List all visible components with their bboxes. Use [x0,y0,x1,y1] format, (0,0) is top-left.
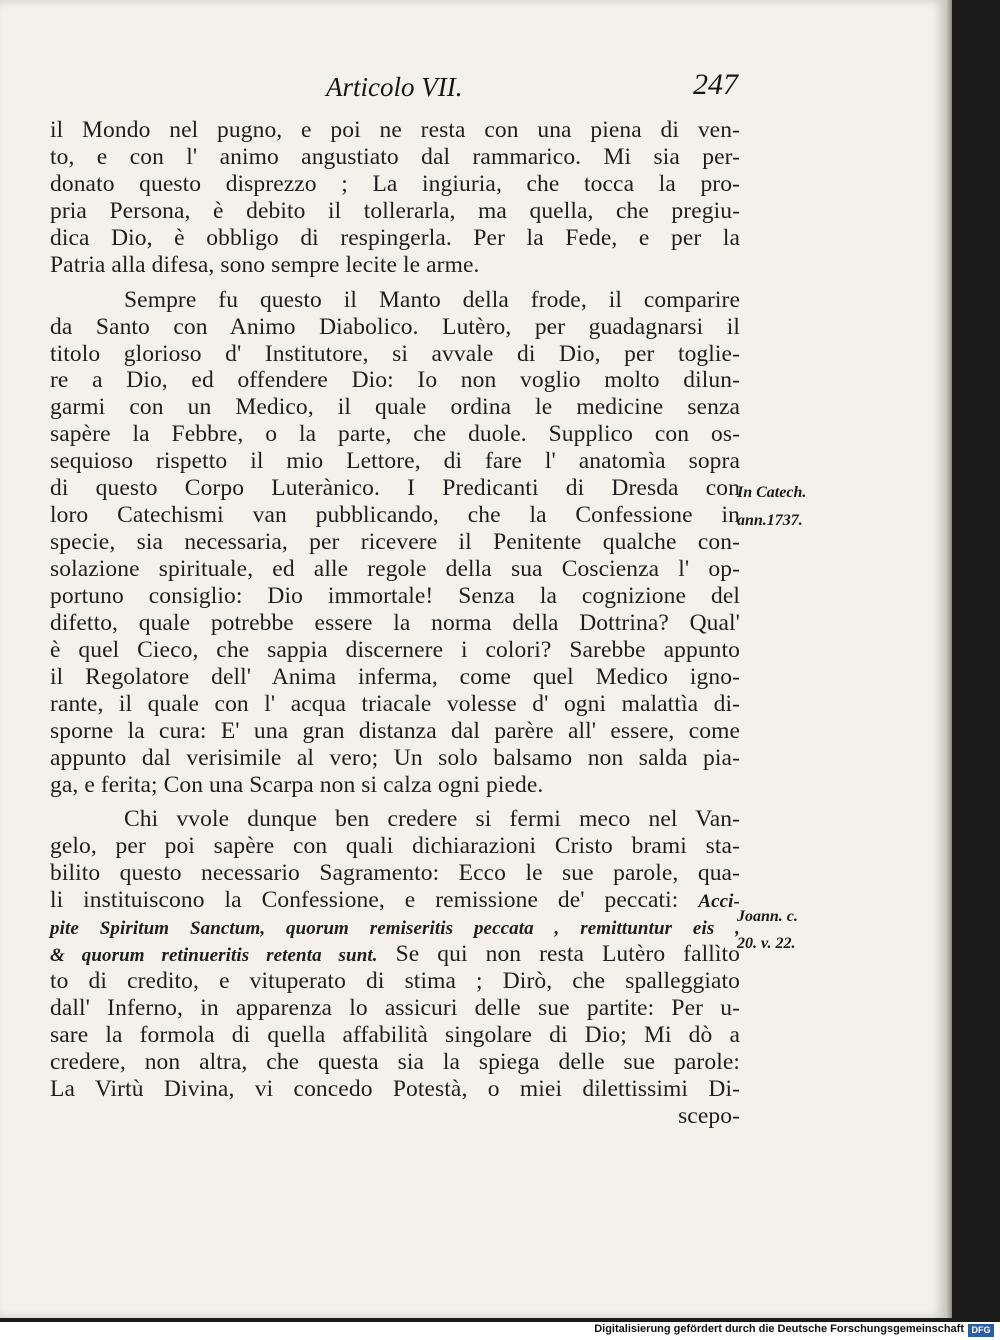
body-text [50,117,740,1130]
paragraph-gap [50,798,740,806]
text-line: portuno consiglio: Dio immortale! Senza la cognizione del [50,582,740,609]
running-title: Articolo VII. [326,72,463,102]
text-line: sequioso rispetto il mio Lettore, di fare l' anatomìa sopra [50,448,740,475]
text-line: pria Persona, è debito il tollerarla, ma quella, che pregiu- [50,197,740,224]
text-line [50,941,740,968]
text-line: sare la formola di quella affabilità singolare di Dio; Mi dò a [50,1021,740,1048]
text-line: sporne la cura: E' una gran distanza dal parère all' essere, come [50,717,740,744]
text-line: to, e con l' animo angustiato dal rammarico. Mi sia per- [50,143,740,170]
page-edge [946,0,952,1318]
text-line: gelo, per poi sapère con quali dichiarazioni Cristo brami sta- [50,833,740,860]
footer-bar [0,1322,1000,1340]
catchword: scepo- [678,1102,740,1129]
text-line: appunto dal verisimile al vero; Un solo balsamo non salda pia- [50,744,740,771]
funding-credit: Digitalisierung gefördert durch die Deutsche Forschungsgemeinschaft [594,1323,964,1335]
marginal-note: 20. v. 22. [737,935,796,952]
text-line: da Santo con Animo Diabolico. Lutèro, per guadagnarsi il [50,313,740,340]
text-line: difetto, quale potrebbe essere la norma della Dottrina? Qual' [50,609,740,636]
text-line: il Regolatore dell' Anima inferma, come quel Medico igno- [50,663,740,690]
text-line: dica Dio, è obbligo di respingerla. Per la Fede, e per la [50,224,740,251]
text-line: è quel Cieco, che sappia discernere i colori? Sarebbe appunto [50,636,740,663]
text-line: to di credito, e vituperato di stima ; Dirò, che spalleggiato [50,968,740,995]
text-line: il Mondo nel pugno, e poi ne resta con una piena di ven- [50,117,740,143]
text-line: Chi vvole dunque ben credere si fermi meco nel Van- [124,806,740,833]
marginal-note: ann.1737. [737,512,803,529]
text-line: credere, non altra, che questa sia la spiega delle sue parole: [50,1048,740,1075]
text-line: specie, sia necessaria, per ricevere il Penitente qualche con- [50,529,740,556]
page-number: 247 [693,68,738,101]
marginal-note: In Catech. [737,484,807,501]
text-line [50,887,740,914]
text-line: ga, e ferita; Con una Scarpa non si calza ogni piede. [50,771,544,798]
text-line: titolo glorioso d' Institutore, si avvale di Dio, per toglie- [50,340,740,367]
marginal-note: Joann. c. [737,908,798,925]
latin-quotation: Acci- [698,891,740,913]
text-segment: li instituiscono la Confessione, e remissione de' peccati: [50,887,679,914]
latin-quotation: & quorum retinueritis retenta sunt. [50,945,378,967]
text-line: solazione spirituale, ed alle regole della sua Coscienza l' op- [50,556,740,582]
text-segment: Se qui non resta Lutèro fallìto [377,941,740,968]
page-header [50,68,738,108]
text-line: La Virtù Divina, vi concedo Potestà, o miei dilettissimi Di- [50,1075,740,1102]
text-line: bilito questo necessario Sagramento: Ecco le sue parole, qua- [50,860,740,887]
text-line: donato questo disprezzo ; La ingiuria, che tocca la pro- [50,170,740,197]
text-line: re a Dio, ed offendere Dio: Io non voglio molto dilun- [50,367,740,394]
text-line: loro Catechismi van pubblicando, che la Confessione in [50,502,740,529]
paragraph-gap [50,279,740,287]
text-line: Patria alla difesa, sono sempre lecite le arme. [50,251,480,278]
text-line: sapère la Febbre, o la parte, che duole. Supplico con os- [50,421,740,448]
text-line: dall' Inferno, in apparenza lo assicuri delle sue partite: Per u- [50,995,740,1021]
latin-quotation-line [50,914,740,941]
latin-quotation: pite Spiritum Sanctum, quorum remiseritis peccata , remittuntur eis , [50,918,740,940]
text-line: garmi con un Medico, il quale ordina le medicine senza [50,394,740,421]
text-line: rante, il quale con l' acqua triacale volesse d' ogni malattìa di- [50,690,740,717]
text-line: Sempre fu questo il Manto della frode, il comparire [124,286,740,313]
text-line: di questo Corpo Luterànico. I Predicanti di Dresda con [50,475,740,502]
dfg-logo-icon: DFG [968,1324,994,1337]
